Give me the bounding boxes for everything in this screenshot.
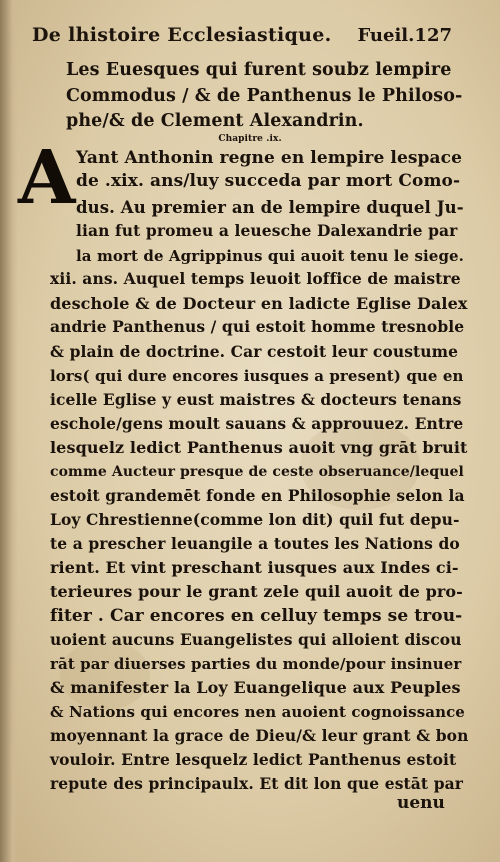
body-line: vouloir. Entre lesquelz ledict Panthenus estoit bbox=[50, 750, 457, 769]
body-line: la mort de Agrippinus qui auoit tenu le siege. bbox=[76, 247, 465, 265]
body-line: & Nations qui encores nen auoient cognoissance bbox=[50, 703, 465, 721]
summary-line: Les Euesques qui furent soubz lempire bbox=[66, 60, 452, 80]
body-line: uoient aucuns Euangelistes qui alloient discou bbox=[50, 630, 462, 649]
folio-number: Fueil.127 bbox=[357, 25, 452, 46]
body-line: comme Aucteur presque de ceste obseruance/lequel bbox=[50, 464, 464, 480]
body-line: rient. Et vint preschant iusques aux Indes ci- bbox=[50, 558, 459, 577]
body-line: andrie Panthenus / qui estoit homme tresnoble bbox=[50, 317, 465, 336]
body-line: lian fut promeu a leuesche Dalexandrie par bbox=[76, 221, 458, 240]
body-line: moyennant la grace de Dieu/& leur grant & bon bbox=[50, 726, 469, 745]
summary-line: Commodus / & de Panthenus le Philoso- bbox=[66, 86, 463, 106]
body-line: Yant Anthonin regne en lempire lespace bbox=[76, 148, 463, 168]
body-line: xii. ans. Auquel temps leuoit loffice de maistre bbox=[50, 269, 461, 288]
summary-line: phe/& de Clement Alexandrin. bbox=[66, 111, 364, 131]
body-line: terieures pour le grant zele quil auoit de pro- bbox=[50, 582, 463, 601]
body-line: deschole & de Docteur en ladicte Eglise Dalex bbox=[50, 294, 468, 313]
body-line: & manifester la Loy Euangelique aux Peuples bbox=[50, 678, 461, 697]
body-line: fiter . Car encores en celluy temps se trou- bbox=[50, 606, 463, 626]
body-line: dus. Au premier an de lempire duquel Ju- bbox=[76, 198, 464, 217]
body-line: rāt par diuerses parties du monde/pour insinuer bbox=[50, 655, 462, 673]
body-line: & plain de doctrine. Car cestoit leur coustume bbox=[50, 342, 459, 361]
chapter-heading: Chapitre .ix. bbox=[218, 134, 282, 144]
body-line: lors( qui dure encores iusques a present) que en bbox=[50, 367, 464, 385]
body-line: repute des principaulx. Et dit lon que estāt par bbox=[50, 774, 464, 793]
page-header bbox=[32, 24, 452, 50]
body-line: eschole/gens moult sauans & approuuez. Entre bbox=[50, 414, 464, 433]
body-line: Loy Chrestienne(comme lon dit) quil fut depu- bbox=[50, 510, 460, 529]
body-line: estoit grandemēt fonde en Philosophie selon la bbox=[50, 486, 465, 505]
body-line: te a prescher leuangile a toutes les Nations do bbox=[50, 534, 460, 553]
running-head: De lhistoire Ecclesiastique. bbox=[32, 24, 332, 46]
body-line: icelle Eglise y eust maistres & docteurs tenans bbox=[50, 390, 462, 409]
catchword: uenu bbox=[397, 793, 445, 813]
drop-cap: A bbox=[18, 135, 76, 221]
body-line: lesquelz ledict Panthenus auoit vng grāt bruit bbox=[50, 438, 468, 457]
body-line: de .xix. ans/luy succeda par mort Como- bbox=[76, 171, 461, 191]
